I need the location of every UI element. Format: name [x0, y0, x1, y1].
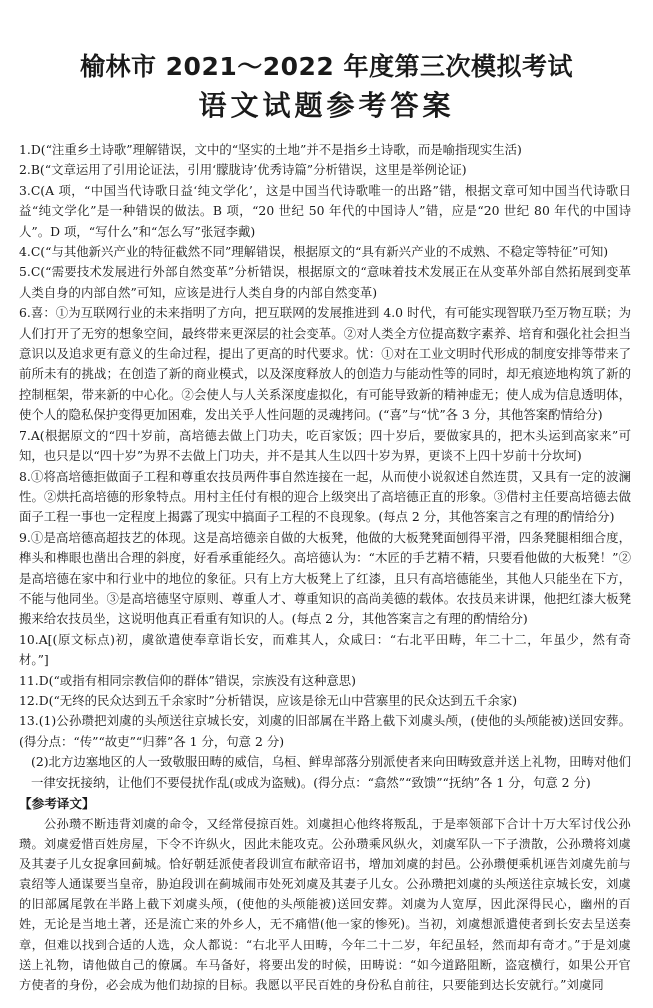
answer-5: 5.C(“需要技术发展进行外部自然变革”分析错误，根据原文的“意味着技术发展正在从变革外部自然拓展到变革人类自身的内部自然”可知，应该是进行人类自身的内部自然变革)	[19, 264, 631, 300]
answer-6: 6.喜：①为互联网行业的未来指明了方向，把互联网的发展推进到 4.0 时代，有可能实现智联乃至万物互联；为人们打开了无穷的想象空间，最终带来更深层的社会变革。②对人类全方位提高数字素养、培育和强化社会担当意识以及追求更有意义的生命过程，提出了更高的时代要求。忧：①对在工业文明时代形成的制度安排等带来了前所未有的挑战；在创造了新的商业模式，以及深度释放人的创造力与能动性等的同时，却无痕迹地构筑了新的控制框架，带来新的中心化。②会使人与人关系深度虚拟化，有可能导致新的精神虚无；使人成为信息透明体，使个人的隐私保护变得更加困难，发出关乎人性问题的灵魂拷问。(“喜”与“忧”各 3 分，其他答案酌情给分)	[19, 305, 631, 423]
answer-2: 2.B(“文章运用了引用论证法，引用‘朦胧诗’优秀诗篇”分析错误，这里是举例论证)	[19, 162, 467, 178]
answer-body	[19, 140, 631, 995]
answer-4: 4.C(“与其他新兴产业的特征截然不同”理解错误，根据原文的“具有新兴产业的不成熟、不稳定等特征”可知)	[19, 244, 609, 260]
translation-text: 公孙瓒不断违背刘虞的命令，又经常侵掠百姓。刘虞担心他终将叛乱，于是率领部下合计十万大军讨伐公孙瓒。刘虞爱惜百姓房屋，下令不许纵火，因此未能攻克。公孙瓒乘风纵火，刘虞军队一下子溃散，公孙瓒将刘虞及其妻子儿女捉拿回蓟城。恰好朝廷派使者段训宣布献帝诏书，增加刘虞的封邑。公孙瓒便乘机诬告刘虞先前与袁绍等人通谋要当皇帝，胁迫段训在蓟城闹市处死刘虞及其妻子儿女。公孙瓒把刘虞的头颅送往京城长安，刘虞的旧部属尾敦在半路上截下刘虞头颅，(使他的头颅能被)送回安葬。刘虞为人宽厚，因此深得民心，幽州的百姓，无论是当地土著，还是流亡来的外乡人，无不痛惜(他一家的惨死)。当初，刘虞想派遣使者到长安去呈送奏章，但难以找到合适的人选，众人都说：“右北平人田畴，今年二十二岁，年纪虽轻，然而却有奇才。”于是刘虞送上礼物，请他做自己的僚属。车马备好，将要出发的时候，田畴说：“如今道路阻断，盗寇横行，如果公开官方使者的身份，必会成为他们劫掠的目标。我愿以平民百姓的身份私自前往，只要能到达长安就行。”刘虞同	[19, 817, 631, 992]
answer-10: 10.A[(原文标点)初，虞欲遣使奉章诣长安，而难其人，众咸曰：“右北平田畴，年二十二，年虽少，然有奇材。”]	[19, 631, 631, 668]
answer-11: 11.D(“或指有相同宗教信仰的群体”错误，宗族没有这种意思)	[19, 672, 356, 688]
answer-9: 9.①是高培德高超技艺的体现。这是高培德亲自做的大板凳，他做的大板凳凳面刨得平滑，四条凳腿相细合度，榫头和榫眼也凿出合理的斜度，好看承重能经久。高培德认为：“木匠的手艺精不精，只要看他做的大板凳！”②是高培德在家中和行业中的地位的象征。只有上方大板凳上了红漆，且只有高培德能坐，其他人只能坐在下方，不能与他同坐。③是高培德坚守原则、尊重人才、尊重知识的高尚美德的载体。农技员来讲课，他把红漆大板凳搬来给农技员坐，这说明他真正看重有知识的人。(每点 2 分，其他答案言之有理的酌情给分)	[19, 529, 631, 627]
answer-12: 12.D(“无终的民众达到五千余家时”分析错误，应该是徐无山中营寨里的民众达到五千余家)	[19, 692, 518, 708]
translation-heading: 【参考译文】	[19, 796, 95, 811]
answer-13-1: 13.(1)公孙瓒把刘虞的头颅送往京城长安，刘虞的旧部属在半路上截下刘虞头颅，(使他的头颅能被)送回安葬。(得分点：“传”“故吏”“归葬”各 1 分，句意 2 分)	[19, 713, 631, 749]
answer-3: 3.C(A 项，“中国当代诗歌日益‘纯文学化’，这是中国当代诗歌唯一的出路”错，根据文章可知中国当代诗歌日益“纯文学化”是一种错误的做法。B 项，“20 世纪 50 年代的中国诗人”错，应是“20 世纪 80 年代的中国诗人”。D 项，“写什么”和“怎么写”张冠李戴)	[19, 182, 631, 239]
answer-7: 7.A(根据原文的“四十岁前，高培德去做上门功夫，吃百家饭；四十岁后，要做家具的，把木头运到高家来”可知，也只是以“四十岁”为界不去做上门功夫，并不是其人生以四十岁为界，更谈不上四十岁前十分坎坷)	[19, 427, 631, 464]
page-title: 榆林市 2021～2022 年度第三次模拟考试	[79, 52, 574, 81]
page-subtitle: 语文试题参考答案	[198, 89, 455, 122]
answer-1: 1.D(“注重乡土诗歌”理解错误，文中的“坚实的土地”并不是指乡土诗歌，而是喻指现实生活)	[19, 142, 522, 157]
answer-8: 8.①将高培德拒做面子工程和尊重农技员两件事自然连接在一起，从而使小说叙述自然连贯，又具有一定的波澜性。②烘托高培德的形象特点。用村主任付有根的迎合上级突出了高培德正直的形象。③借村主任要高培德去做面子工程一事也一定程度上揭露了现实中搞面子工程的不良现象。(每点 2 分，其他答案言之有理的酌情给分)	[19, 468, 631, 525]
answer-13-2: (2)北方边塞地区的人一致敬服田畴的威信，乌桓、鲜卑部落分别派使者来向田畴致意并送上礼物，田畴对他们一律安抚接纳，让他们不要侵扰作乱(或成为盗贼)。(得分点：“翕然”“致馈”“抚纳”各 1 分，句意 2 分)	[31, 754, 631, 790]
